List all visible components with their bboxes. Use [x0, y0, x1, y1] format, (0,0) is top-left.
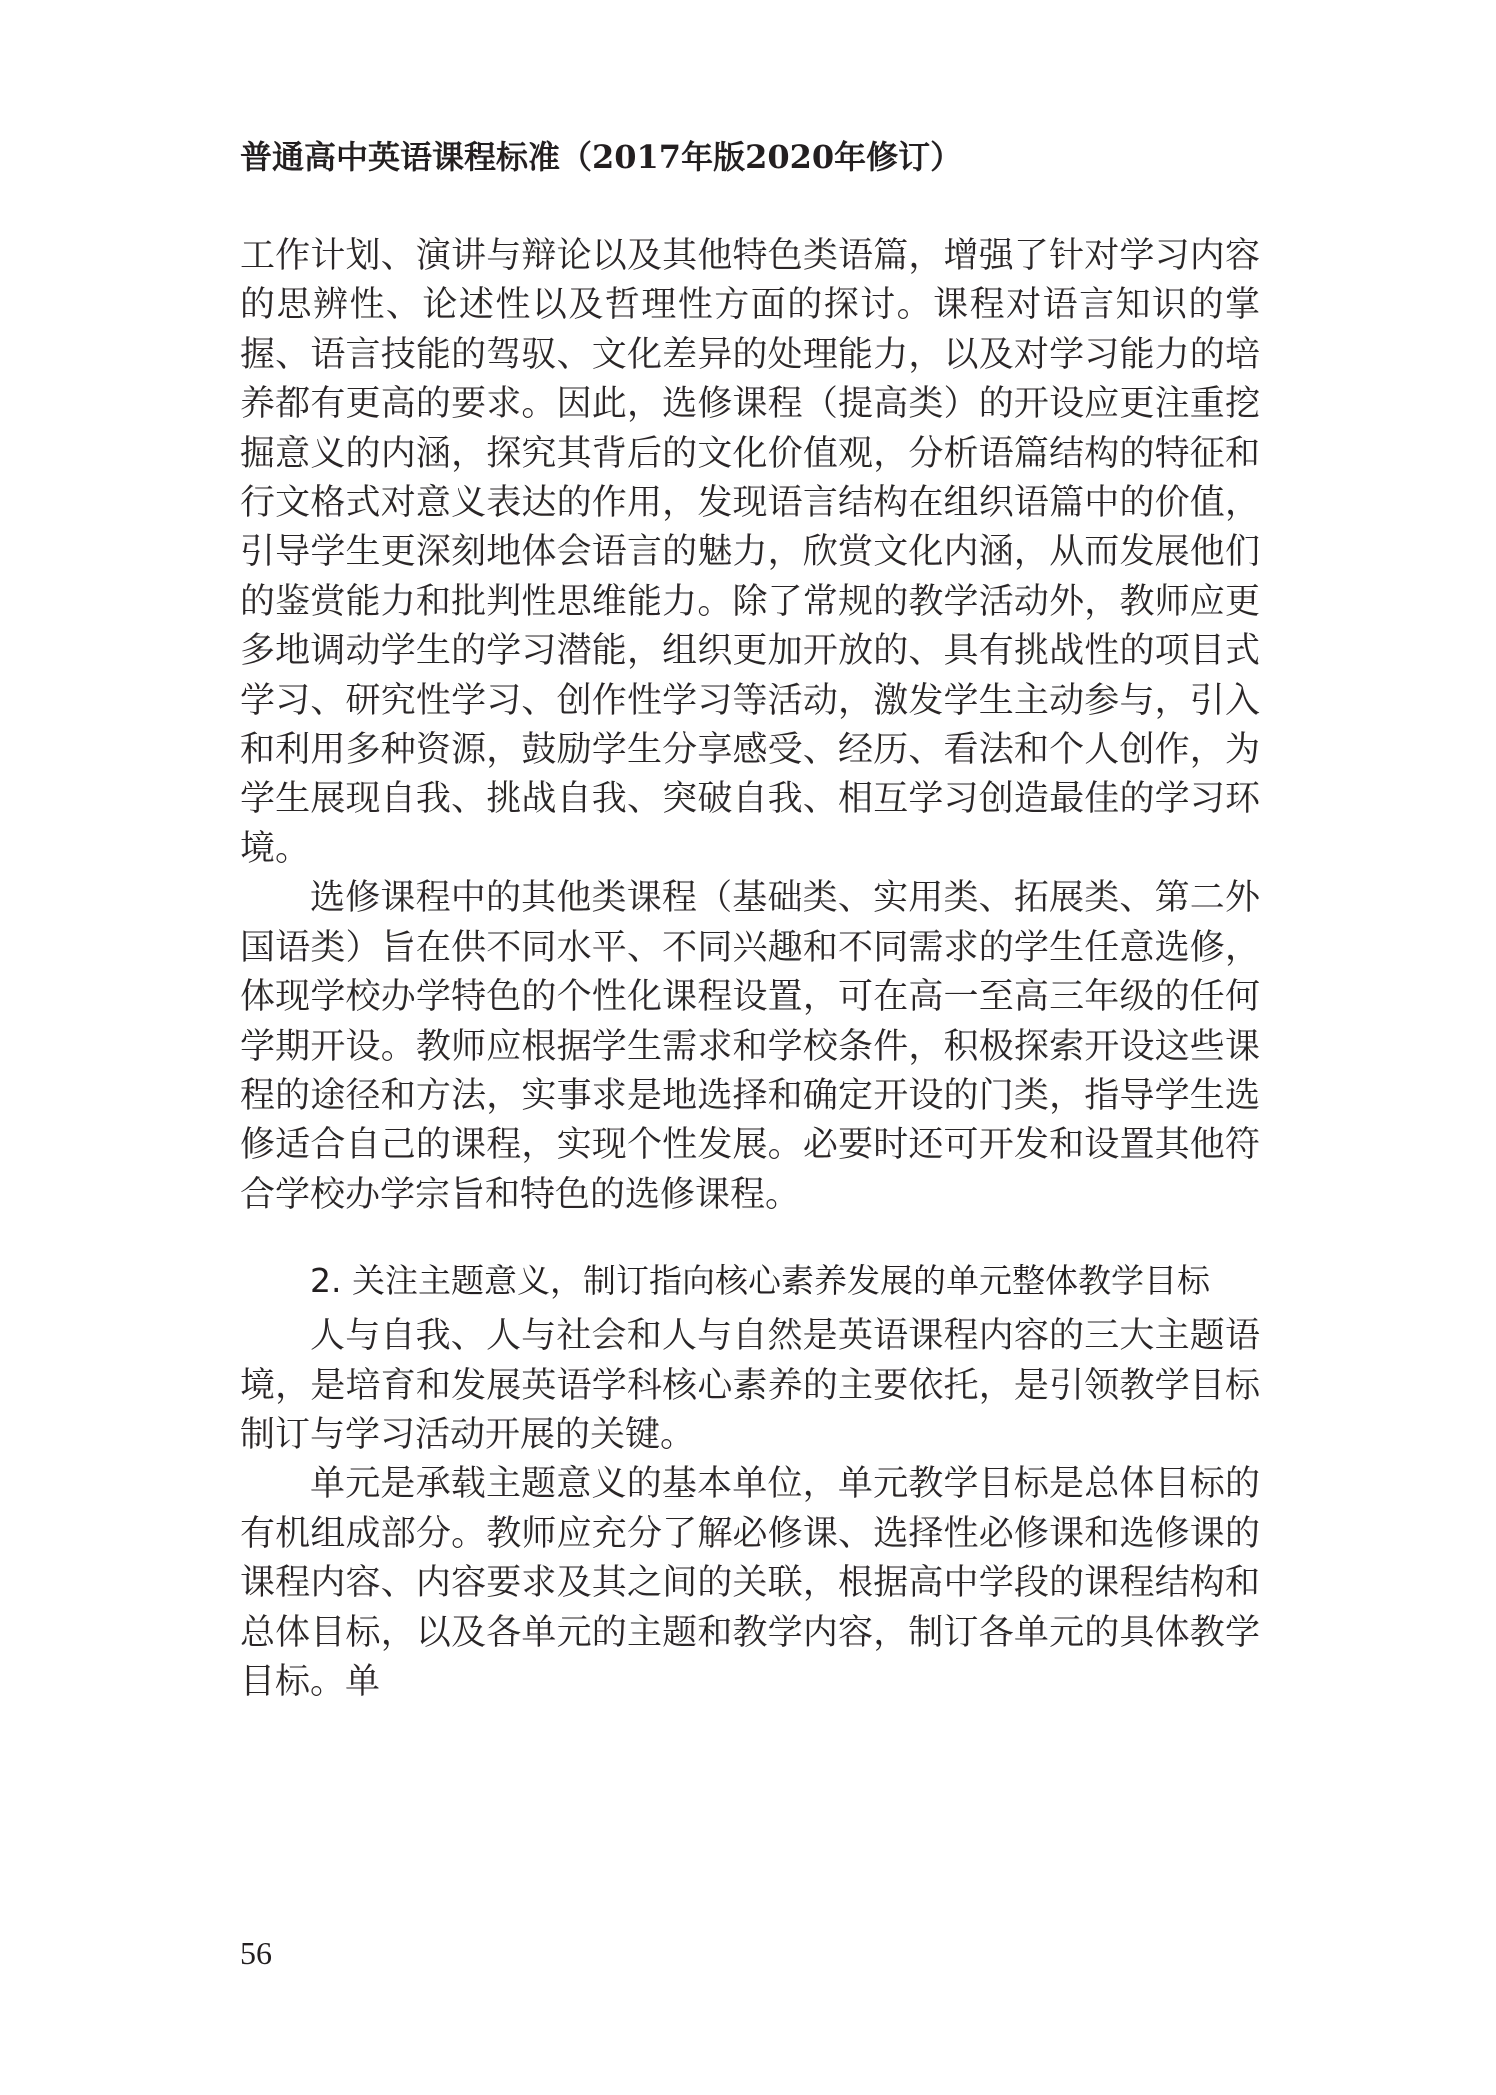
paragraph-elective-advanced-continuation: 工作计划、演讲与辩论以及其他特色类语篇，增强了针对学习内容的思辨性、论述性以及哲理性方面的探讨。课程对语言知识的掌握、语言技能的驾驭、文化差异的处理能力，以及对学习能力的培养都有更高的要求。因此，选修课程（提高类）的开设应更注重挖掘意义的内涵，探究其背后的文化价值观，分析语篇结构的特征和行文格式对意义表达的作用，发现语言结构在组织语篇中的价值，引导学生更深刻地体会语言的魅力，欣赏文化内涵，从而发展他们的鉴赏能力和批判性思维能力。除了常规的教学活动外，教师应更多地调动学生的学习潜能，组织更加开放的、具有挑战性的项目式学习、研究性学习、创作性学习等活动，激发学生主动参与，引入和利用多种资源，鼓励学生分享感受、经历、看法和个人创作，为学生展现自我、挑战自我、突破自我、相互学习创造最佳的学习环境。 — [240, 236, 1260, 869]
running-header-title: 普通高中英语课程标准（2017年版2020年修订） — [240, 138, 963, 176]
body-text — [240, 232, 1260, 1707]
section-heading: 2. 关注主题意义，制订指向核心素养发展的单元整体教学目标 — [310, 1261, 1210, 1301]
page-number: 56 — [240, 1935, 272, 1971]
paragraph-other-elective-courses: 选修课程中的其他类课程（基础类、实用类、拓展类、第二外国语类）旨在供不同水平、不同兴趣和不同需求的学生任意选修，体现学校办学特色的个性化课程设置，可在高一至高三年级的任何学期开设。教师应根据学生需求和学校条件，积极探索开设这些课程的途径和方法，实事求是地选择和确定开设的门类，指导学生选修适合自己的课程，实现个性发展。必要时还可开发和设置其他符合学校办学宗旨和特色的选修课程。 — [240, 878, 1260, 1215]
paragraph-theme-contexts: 人与自我、人与社会和人与自然是英语课程内容的三大主题语境，是培育和发展英语学科核心素养的主要依托，是引领教学目标制订与学习活动开展的关键。 — [240, 1316, 1260, 1455]
paragraph-unit-objectives: 单元是承载主题意义的基本单位，单元教学目标是总体目标的有机组成部分。教师应充分了解必修课、选择性必修课和选修课的课程内容、内容要求及其之间的关联，根据高中学段的课程结构和总体目标，以及各单元的主题和教学内容，制订各单元的具体教学目标。单 — [240, 1464, 1260, 1702]
